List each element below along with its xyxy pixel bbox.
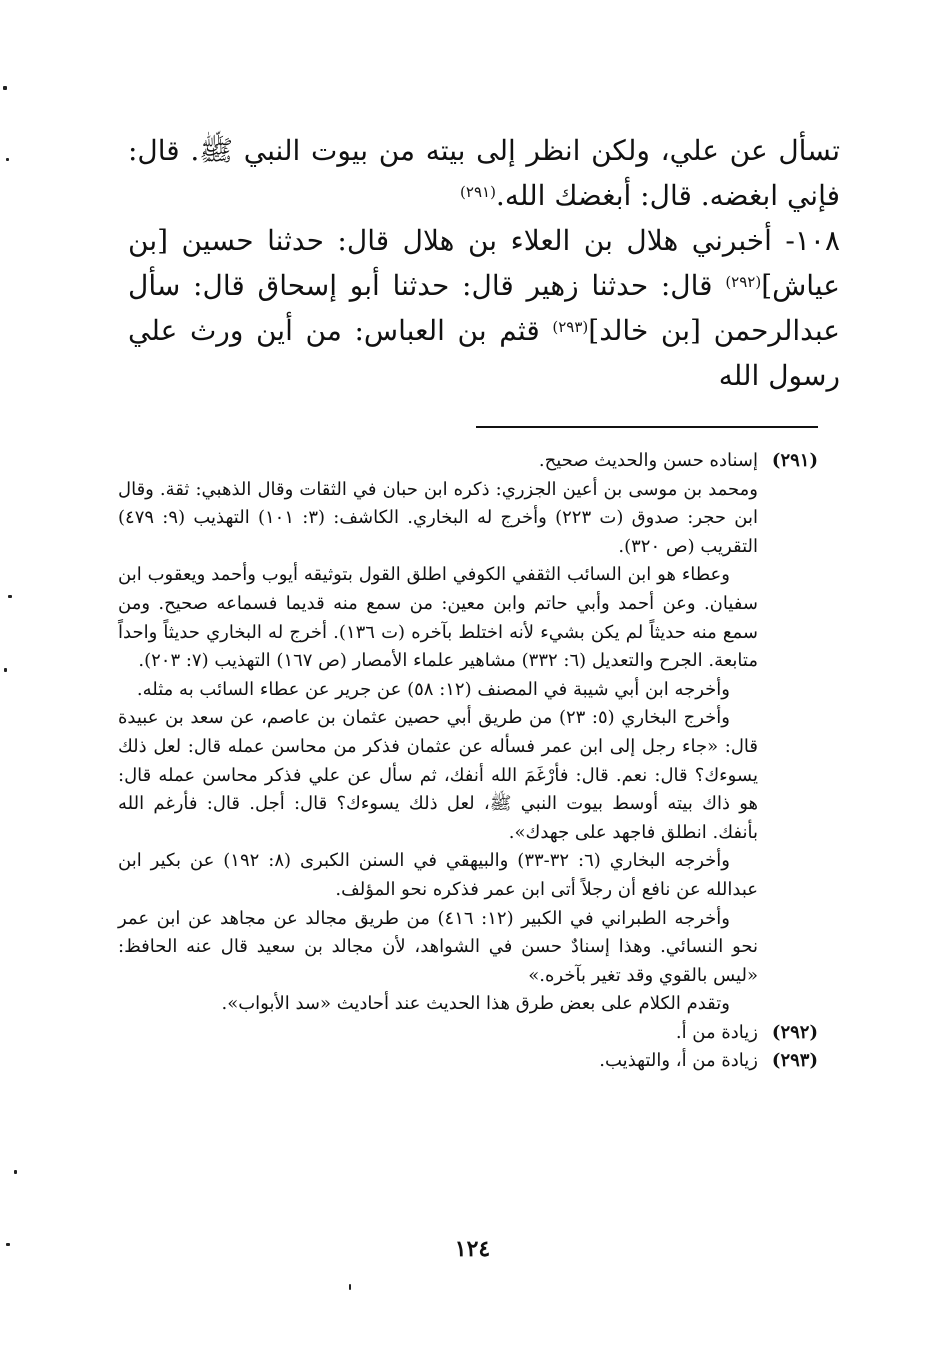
footnote-291 [118,447,818,1019]
footnote-paragraph: زيادة من أ. [675,1021,758,1043]
footnote-paragraph: وأخرجه ابن أبي شيبة في المصنف (١٢: ٥٨) عن جرير عن عطاء السائب به مثله. [136,678,730,700]
scan-speck [14,1170,17,1174]
footnote-paragraph: وأخرج البخاري (٥: ٢٣) من طريق أبي حصين عثمان بن عاصم، عن سعد بن عبيدة قال: «جاء رجل إلى ابن عمر فسأله عن عثمان فذكر من محاسن عمله قال: لعل ذلك يسوءك؟ قال: نعم. قال: فأرْغَمَ الله أنفك، ثم سأل عن علي فذكر محاسن عمله قال: هو ذاك بيته أوسط بيوت النبي ﷺ، لعل ذلك يسوءك؟ قال: أجل. قال: فأرغم الله بأنفك. انطلق فاجهد على جهدك». [118,707,759,843]
footnote-292 [118,1019,818,1048]
footnote-paragraph: وتقدم الكلام على بعض طرق هذا الحديث عند أحاديث «سد الأبواب». [221,993,730,1015]
scan-speck [8,595,12,598]
footnote-paragraph: زيادة من أ، والتهذيب. [599,1050,758,1072]
footnote-body [118,1019,758,1048]
main-text [128,128,840,398]
footnote-number: (٢٩١) [771,450,818,471]
scan-speck [6,1243,10,1246]
footnote-ref-293: (٢٩٣) [552,317,589,336]
footnote-293 [118,1047,818,1076]
scan-speck [349,1284,351,1290]
footnote-paragraph: وأخرجه البخاري (٦: ٣٢-٣٣) والبيهقي في السنن الكبرى (٨: ١٩٢) عن بكير ابن عبدالله عن نافع أن رجلاً أتى ابن عمر فذكره نحو المؤلف. [118,850,758,900]
footnote-ref-291: (٢٩١) [460,182,496,201]
footnote-paragraph: وعطاء هو ابن السائب الثقفي الكوفي اطلق القول بتوثيقه أيوب وأحمد ويعقوب ابن سفيان. وعن أحمد وأبي حاتم وابن معين: من سمع منه قديما فسماعه صحيح. ومن سمع منه حديثاً لم يكن بشيء لأنه اختلط بآخره (ت ١٣٦). أخرج له البخاري حديثاً واحداً متابعة. الجرح والتعديل (٦: ٣٣٢) مشاهير علماء الأمصار (ص ١٦٧) التهذيب (٧: ٢٠٣). [118,564,758,672]
scan-speck [3,86,7,90]
main-paragraph-2 [128,218,840,398]
footnote-paragraph: ومحمد بن موسى بن أعين الجزري: ذكره ابن حبان في الثقات وقال الذهبي: ثقة. وقال ابن حجر: صدوق (ت ٢٢٣) وأخرج له البخاري. الكاشف: (٣: ١٠١) التهذيب (٩: ٤٧٩) التقريب (ص ٣٢٠). [118,478,758,557]
main-line-4: قثم بن العباس: من أين ورث علي رسول الله [128,314,840,392]
footnote-ref-292: (٢٩٢) [725,272,762,291]
main-paragraph-1 [128,128,840,218]
scan-speck [6,158,9,161]
footnotes [118,447,818,1076]
page-number: ١٢٤ [454,1236,491,1262]
footnote-paragraph: وأخرجه الطبراني في الكبير (١٢: ٤١٦) من طريق مجالد عن مجاهد عن ابن عمر نحو النسائي. وهذا إسنادٌ حسن في الشواهد، لأن مجالد بن سعيد قال عنه الحافظ: «ليس بالقوي وقد تغير بآخره.» [118,907,758,986]
main-line-3: قال: حدثنا زهير قال: حدثنا أبو إسحاق قال: سأل عبدالرحمن [بن خالد] [128,269,840,347]
footnote-paragraph: إسناده حسن والحديث صحيح. [538,450,758,471]
footnote-number: (٢٩٣) [771,1050,818,1072]
footnote-body [118,1047,758,1076]
footnote-body [118,447,758,1019]
scan-speck [4,668,7,672]
footnote-number: (٢٩٢) [771,1021,818,1043]
footnote-separator [476,426,818,428]
main-line-1: تسأل عن علي، ولكن انظر إلى بيته من بيوت النبي ﷺ. قال: فإني ابغضه. قال: أبغضك الله. [128,134,840,212]
main-line-2: ١٠٨- أخبرني هلال بن العلاء بن هلال قال: حدثنا حسين [بن عياش] [128,224,840,302]
